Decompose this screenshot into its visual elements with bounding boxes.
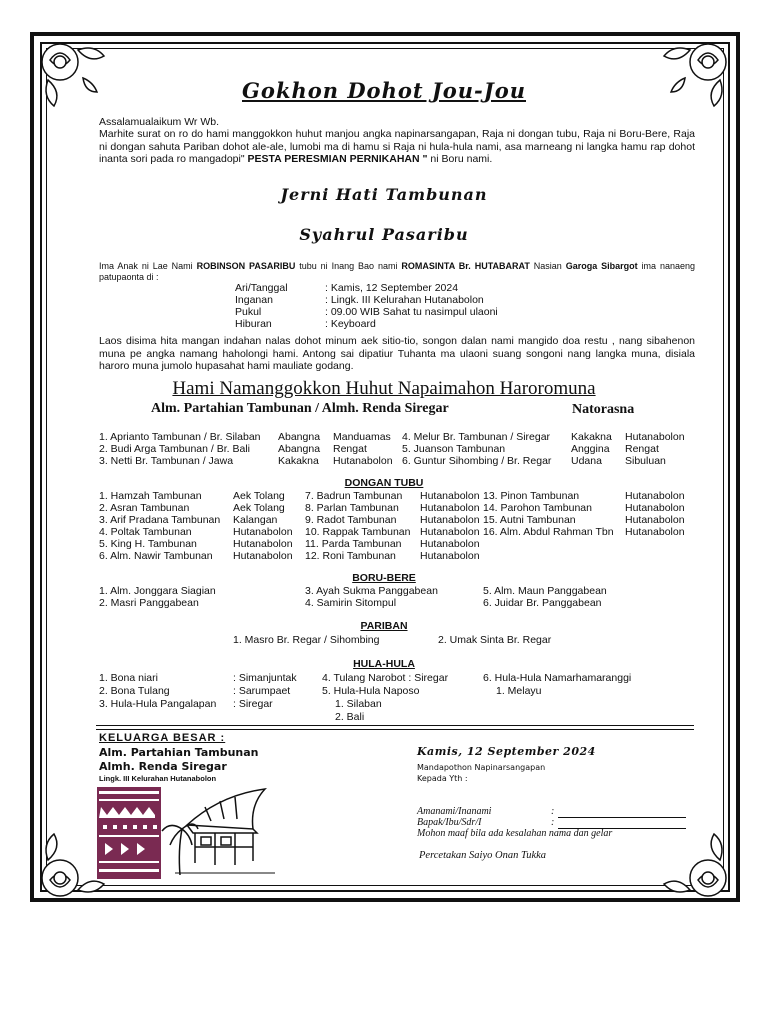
closing-paragraph: Laos disima hita mangan indahan nalas dohot minum aek sitio-tio, songon dalan nami mangido doa restu , nang sibahenon muna pe angka namang haholongi hami. Antong sai dipatiur Tuhanta ma ulaoni suang songoni nang langka muna, disiala haroro muna jumolo hupasahat hami mauliate godang. bbox=[99, 335, 695, 372]
groom-father: ROBINSON PASARIBU bbox=[196, 261, 296, 271]
list-item: 3. Netti Br. Tambunan / Jawa bbox=[99, 455, 234, 467]
palm-tree-icon bbox=[160, 815, 200, 880]
list-item: 1. Silaban bbox=[335, 698, 382, 710]
family-father: Alm. Partahian Tambunan bbox=[99, 746, 259, 759]
place: Hutanabolon bbox=[420, 526, 480, 538]
place: Hutanabolon bbox=[233, 526, 293, 538]
schedule-value: : Keyboard bbox=[325, 318, 376, 330]
field-label-amanami: Amanami/Inanami bbox=[417, 806, 492, 817]
hosts-role: Natorasna bbox=[572, 402, 635, 417]
intro-paragraph bbox=[99, 128, 695, 166]
list-item: 1. Bona niari bbox=[99, 672, 158, 684]
list-item: 13. Pinon Tambunan bbox=[483, 490, 580, 502]
family-mother: Almh. Renda Siregar bbox=[99, 760, 227, 773]
rose-corner-icon bbox=[28, 30, 118, 120]
place: Hutanabolon bbox=[625, 490, 685, 502]
place: Hutanabolon bbox=[233, 538, 293, 550]
list-item: 14. Parohon Tambunan bbox=[483, 502, 592, 514]
list-item: 3. Ayah Sukma Panggabean bbox=[305, 585, 438, 597]
place: Hutanabolon bbox=[420, 550, 480, 562]
clan: : Sarumpaet bbox=[233, 685, 291, 697]
place: Hutanabolon bbox=[625, 514, 685, 526]
list-item: 2. Bali bbox=[335, 711, 365, 723]
list-item: 8. Parlan Tambunan bbox=[305, 502, 399, 514]
list-item: 3. Arif Pradana Tambunan bbox=[99, 514, 221, 526]
relation: Abangna bbox=[278, 443, 321, 455]
list-item: 3. Hula-Hula Pangalapan bbox=[99, 698, 217, 710]
list-item: 11. Parda Tambunan bbox=[305, 538, 402, 550]
list-item: 4. Melur Br. Tambunan / Siregar bbox=[402, 431, 551, 443]
list-item: 12. Roni Tambunan bbox=[305, 550, 396, 562]
list-item: 1. Aprianto Tambunan / Br. Silaban bbox=[99, 431, 261, 443]
greeting: Assalamualaikum Wr Wb. bbox=[99, 116, 220, 128]
place: Manduamas bbox=[333, 431, 391, 443]
schedule-label: Inganan bbox=[235, 294, 273, 306]
place: Aek Tolang bbox=[233, 490, 285, 502]
printer-name: Percetakan Saiyo Onan Tukka bbox=[419, 850, 547, 861]
list-item: 2. Umak Sinta Br. Regar bbox=[438, 634, 552, 646]
list-item: 1. Alm. Jonggara Siagian bbox=[99, 585, 216, 597]
relation: Abangna bbox=[278, 431, 321, 443]
bride-name: Jerni Hati Tambunan bbox=[280, 185, 488, 204]
recipient-name-line[interactable] bbox=[558, 817, 686, 818]
schedule-value: : Kamis, 12 September 2024 bbox=[325, 282, 459, 294]
place: Rengat bbox=[625, 443, 659, 455]
schedule-label: Ari/Tanggal bbox=[235, 282, 288, 294]
place: Hutanabolon bbox=[420, 514, 480, 526]
list-item: 2. Asran Tambunan bbox=[99, 502, 190, 514]
hosts-heading: Hami Namanggokkon Huhut Napaimahon Haroromuna bbox=[172, 378, 596, 399]
parents-paragraph: Ima Anak ni Lae Nami ROBINSON PASARIBU tubu ni Inang Bao nami ROMASINTA Br. HUTABARAT Nasian Garoga Sibargot ima nanaeng patupaonta di : bbox=[99, 261, 695, 282]
place: Hutanabolon bbox=[420, 502, 480, 514]
list-item: 5. Juanson Tambunan bbox=[402, 443, 506, 455]
relation: Kakakna bbox=[571, 431, 612, 443]
list-item: 4. Tulang Narobot : Siregar bbox=[322, 672, 449, 684]
list-item: 6. Hula-Hula Namarhamaranggi bbox=[483, 672, 632, 684]
place: Rengat bbox=[333, 443, 367, 455]
place: Hutanabolon bbox=[625, 431, 685, 443]
pariban-heading: PARIBAN bbox=[360, 620, 408, 632]
ulos-pattern-icon bbox=[97, 787, 161, 879]
place: Hutanabolon bbox=[233, 550, 293, 562]
relation: Anggina bbox=[571, 443, 610, 455]
list-item: 6. Alm. Nawir Tambunan bbox=[99, 550, 213, 562]
field-colon: : bbox=[551, 817, 555, 828]
list-item: 7. Badrun Tambunan bbox=[305, 490, 403, 502]
list-item: 16. Alm. Abdul Rahman Tbn bbox=[483, 526, 614, 538]
field-colon: : bbox=[551, 806, 555, 817]
place: Sibuluan bbox=[625, 455, 666, 467]
list-item: 4. Poltak Tambunan bbox=[99, 526, 192, 538]
place: Hutanabolon bbox=[420, 490, 480, 502]
rose-corner-icon bbox=[650, 30, 740, 120]
list-item: 1. Hamzah Tambunan bbox=[99, 490, 202, 502]
schedule-value: : 09.00 WIB Sahat tu nasimpul ulaoni bbox=[325, 306, 498, 318]
footer-date: Kamis, 12 September 2024 bbox=[417, 745, 596, 758]
list-item: 2. Masri Panggabean bbox=[99, 597, 199, 609]
list-item: 2. Bona Tulang bbox=[99, 685, 170, 697]
list-item: 6. Juidar Br. Panggabean bbox=[483, 597, 602, 609]
list-item: 1. Melayu bbox=[496, 685, 542, 697]
list-item: 5. Alm. Maun Panggabean bbox=[483, 585, 607, 597]
page-title: Gokhon Dohot Jou-Jou bbox=[242, 78, 526, 103]
event-name: PESTA PERESMIAN PERNIKAHAN " bbox=[244, 153, 428, 165]
place: Kalangan bbox=[233, 514, 278, 526]
footer-to-1: Mandapothon Napinarsangapan bbox=[417, 763, 546, 772]
list-item: 1. Masro Br. Regar / Sihombing bbox=[233, 634, 380, 646]
list-item: 10. Rappak Tambunan bbox=[305, 526, 411, 538]
intro-body: Marhite surat on ro do hami manggokkon huhut manjou angka napinarsangapan, Raja ni dongan tubu, Raja ni Boru-Bere, Raja ni dongan sahuta Pariban dohot ale-ale, lumobi ma di hamu si Raja ni hula-hula nami, asa marneang ni langka hamu rap dohot inanta sori pada ro mangadopi" bbox=[99, 128, 695, 165]
hula-hula-heading: HULA-HULA bbox=[353, 658, 415, 670]
list-item: 9. Radot Tambunan bbox=[305, 514, 397, 526]
intro-end: ni Boru nami. bbox=[427, 153, 493, 165]
list-item: 2. Budi Arga Tambunan / Br. Bali bbox=[99, 443, 250, 455]
clan: : Siregar bbox=[233, 698, 273, 710]
schedule-label: Pukul bbox=[235, 306, 262, 318]
family-address: Lingk. III Kelurahan Hutanabolon bbox=[99, 774, 217, 783]
hosts-parents: Alm. Partahian Tambunan / Almh. Renda Siregar bbox=[151, 401, 449, 416]
groom-name: Syahrul Pasaribu bbox=[299, 225, 469, 244]
apology-note: Mohon maaf bila ada kesalahan nama dan gelar bbox=[417, 828, 613, 839]
relation: Udana bbox=[571, 455, 602, 467]
family-title: KELUARGA BESAR : bbox=[99, 732, 226, 744]
relation: Kakakna bbox=[278, 455, 319, 467]
clan-name: Garoga Sibargot bbox=[565, 261, 638, 271]
clan: : Simanjuntak bbox=[233, 672, 297, 684]
list-item: 6. Guntur Sihombing / Br. Regar bbox=[402, 455, 552, 467]
schedule-value: : Lingk. III Kelurahan Hutanabolon bbox=[325, 294, 484, 306]
footer-to-2: Kepada Yth : bbox=[417, 774, 468, 783]
list-item: 5. Hula-Hula Naposo bbox=[322, 685, 420, 697]
list-item: 15. Autni Tambunan bbox=[483, 514, 576, 526]
list-item: 5. King H. Tambunan bbox=[99, 538, 197, 550]
place: Aek Tolang bbox=[233, 502, 285, 514]
schedule-label: Hiburan bbox=[235, 318, 272, 330]
boru-bere-heading: BORU-BERE bbox=[352, 572, 416, 584]
place: Hutanabolon bbox=[625, 526, 685, 538]
groom-mother: ROMASINTA Br. HUTABARAT bbox=[401, 261, 530, 271]
place: Hutanabolon bbox=[625, 502, 685, 514]
footer-divider bbox=[96, 725, 694, 730]
rose-corner-icon bbox=[650, 820, 740, 910]
dongan-tubu-heading: DONGAN TUBU bbox=[344, 477, 424, 489]
place: Hutanabolon bbox=[333, 455, 393, 467]
place: Hutanabolon bbox=[420, 538, 480, 550]
field-label-bapak: Bapak/Ibu/Sdr/I bbox=[417, 817, 482, 828]
list-item: 4. Samirin Sitompul bbox=[305, 597, 397, 609]
